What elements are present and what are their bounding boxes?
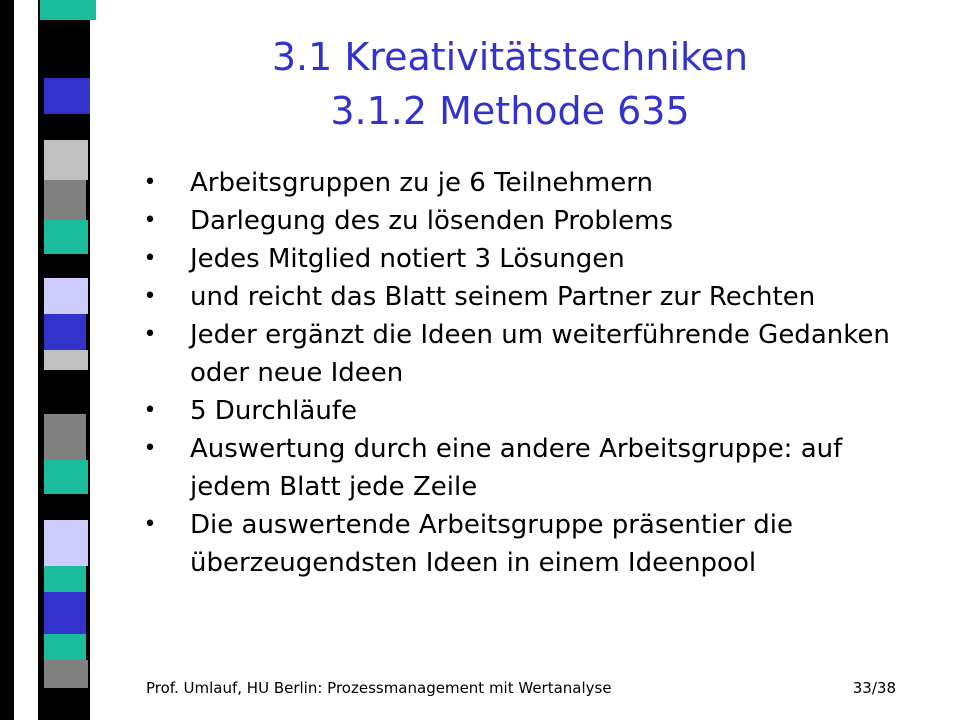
band-block: [44, 688, 88, 720]
footer-author: Prof. Umlauf, HU Berlin: Prozessmanagement mit Wertanalyse: [146, 679, 612, 697]
bullet-item: [140, 240, 930, 278]
decorative-side-band: [0, 0, 110, 720]
bullet-item: [140, 506, 930, 582]
bullet-icon: •: [143, 398, 157, 423]
band-block: [44, 660, 88, 688]
bullet-item: [140, 392, 930, 430]
bullet-icon: •: [143, 512, 157, 537]
band-block: [44, 494, 86, 520]
band-block: [44, 140, 88, 180]
band-block: [44, 180, 86, 220]
bullet-icon: •: [143, 322, 157, 347]
bullet-text: und reicht das Blatt seinem Partner zur Rechten: [190, 282, 816, 312]
band-block: [44, 592, 86, 634]
band-block: [44, 370, 86, 414]
bullet-text: Jedes Mitglied notiert 3 Lösungen: [190, 244, 625, 274]
bullet-text: Die auswertende Arbeitsgruppe präsentier die überzeugendsten Ideen in einem Ideenpool: [190, 510, 793, 578]
band-block: [44, 350, 88, 370]
band-block: [40, 0, 96, 20]
band-block: [44, 634, 86, 660]
band-block: [44, 254, 86, 278]
band-block: [44, 278, 88, 314]
band-block: [44, 414, 86, 460]
bullet-icon: •: [143, 284, 157, 309]
band-block: [44, 220, 88, 254]
bullet-icon: •: [143, 246, 157, 271]
bullet-list: [140, 164, 930, 582]
bullet-item: [140, 278, 930, 316]
band-block: [44, 520, 88, 566]
bullet-item: [140, 202, 930, 240]
band-block: [0, 0, 14, 720]
title-line-1: 3.1 Kreativitätstechniken: [271, 35, 749, 79]
bullet-text: Arbeitsgruppen zu je 6 Teilnehmern: [190, 168, 653, 198]
band-block: [44, 114, 90, 140]
bullet-text: Auswertung durch eine andere Arbeitsgruppe: auf jedem Blatt jede Zeile: [190, 434, 843, 502]
band-block: [44, 314, 86, 350]
bullet-icon: •: [143, 170, 157, 195]
page-number: 33/38: [852, 679, 896, 697]
bullet-text: Jeder ergänzt die Ideen um weiterführende Gedanken oder neue Ideen: [190, 320, 890, 388]
band-block: [44, 460, 88, 494]
bullet-text: Darlegung des zu lösenden Problems: [190, 206, 674, 236]
title-line-2: 3.1.2 Methode 635: [330, 89, 690, 133]
bullet-icon: •: [143, 208, 157, 233]
band-block: [44, 78, 90, 114]
slide-title: [190, 30, 830, 138]
bullet-icon: •: [143, 436, 157, 461]
band-block: [44, 566, 86, 592]
bullet-item: [140, 430, 930, 506]
bullet-item: [140, 164, 930, 202]
bullet-text: 5 Durchläufe: [190, 396, 357, 426]
bullet-item: [140, 316, 930, 392]
band-block: [42, 46, 90, 76]
